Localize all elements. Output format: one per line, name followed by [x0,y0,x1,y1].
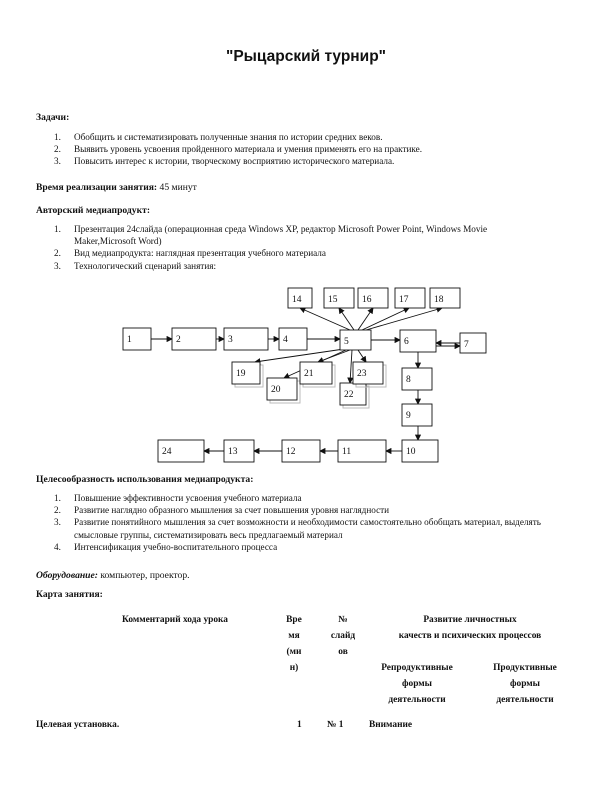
diagram-node-14 [288,288,312,308]
equipment-value: компьютер, проектор. [97,570,190,581]
diagram-node-label: 21 [304,369,314,379]
diagram-node-8 [402,368,432,390]
list-item: 1. Презентация 24слайда (операционная среда Windows XP, редактор Microsoft Power Point, Windows Movie [54,224,488,234]
diagram-node-18 [430,288,460,308]
tasks-heading: Задачи: [36,112,70,123]
col-development-header: Развитие личностных качеств и психических процессов [398,615,542,641]
row-time: 1 [297,720,302,730]
diagram-node-16 [358,288,388,308]
diagram-node-label: 13 [228,447,238,457]
diagram-node-label: 10 [406,447,416,457]
diagram-arrow [366,308,442,330]
diagram-node-17 [395,288,425,308]
diagram-arrow [350,350,352,383]
diagram-node-23 [353,362,386,387]
diagram-node-label: 11 [342,447,352,457]
diagram-node-label: 16 [362,295,372,305]
col-time-header: Вре мя (ми н) [286,615,302,673]
diagram-node-15 [324,288,354,308]
diagram-node-label: 5 [344,337,349,347]
diagram-node-2 [172,328,216,350]
list-item: 3. Повысить интерес к истории, творческому восприятию исторического материала. [54,156,395,167]
purpose-heading: Целесообразность использования медиапродукта: [36,474,254,485]
equipment-line [36,570,190,581]
diagram-node-20 [267,378,300,403]
diagram-node-label: 17 [399,295,409,305]
list-item: 2. Вид медиапродукта: наглядная презентация учебного материала [54,248,326,259]
diagram-node-label: 4 [283,335,288,345]
diagram-node-label: 22 [344,390,354,400]
diagram-node-label: 18 [434,295,444,305]
diagram-arrow [255,349,344,362]
diagram-node-11 [338,440,386,462]
diagram-node-9 [402,404,432,426]
diagram-node-label: 14 [292,295,302,305]
page-title: "Рыцарский турнир" [225,48,387,65]
diagram-node-label: 7 [464,340,469,350]
diagram-node-label: 24 [162,447,172,457]
list-item: 4. Интенсификация учебно-воспитательного процесса [54,541,278,552]
list-item: 3. Технологический сценарий занятия: [54,260,217,271]
diagram-arrow [358,308,373,330]
diagram-node-6 [400,330,436,352]
diagram-node-12 [282,440,320,462]
col-comment-header: Комментарий хода урока [122,615,228,625]
list-item: 1. Повышение эффективности усвоения учебного материала [54,493,302,503]
diagram-node-24 [158,440,204,462]
diagram-node-label: 2 [176,335,181,345]
diagram-node-label: 23 [357,369,367,379]
diagram-node-19 [232,362,263,387]
diagram-node-label: 8 [406,375,411,385]
list-item: 3. Развитие понятийного мышления за счет возможности и необходимости самостоятельно обобщать материал, выделять [54,517,541,528]
diagram-node-label: 15 [328,295,338,305]
lesson-map-heading: Карта занятия: [36,589,103,600]
diagram-node-1 [123,328,151,350]
diagram-node-7 [460,333,486,353]
diagram-arrow [362,308,409,330]
list-item: 2. Развитие наглядно образного мышления за счет повышения уровня наглядности [54,505,390,516]
diagram-node-3 [224,328,268,350]
diagram-node-10 [402,440,438,462]
list-item: 1. Обобщить и систематизировать полученные знания по истории средних веков. [54,132,383,142]
diagram-node-label: 12 [286,447,296,457]
diagram-arrow [339,308,354,330]
equipment-label: Оборудование: [36,570,98,581]
row-comment: Целевая установка. [36,720,120,730]
list-item: Maker,Microsoft Word) [74,236,162,247]
list-item: 2. Выявить уровень усвоения пройденного материала и умения применять его на практике. [54,144,423,155]
diagram-node-21 [300,362,335,387]
diagram-node-label: 1 [127,335,132,345]
diagram-node-label: 6 [404,337,409,347]
row-slide: № 1 [327,720,344,730]
col-productive-header: Продуктивные формы деятельности [493,663,557,705]
purpose-list [54,492,541,553]
time-label: Время реализации занятия: [36,182,158,193]
list-item: смысловые группы, систематизировать весь предлагаемый материал [74,529,343,540]
diagram-node-label: 19 [236,369,246,379]
diagram-node-5 [340,330,371,350]
diagram-arrow [300,308,350,330]
diagram-arrow [358,350,366,362]
diagram-node-label: 9 [406,411,411,421]
media-heading: Авторский медиапродукт: [36,205,151,216]
col-slide-header: № слайд ов [330,615,356,657]
col-reproductive-header: Репродуктивные формы деятельности [381,663,453,705]
diagram-node-4 [279,328,307,350]
diagram-node-label: 20 [271,385,281,395]
diagram-node-13 [224,440,254,462]
time-value: 45 минут [157,182,197,193]
row-development: Внимание [369,720,413,730]
diagram-node-label: 3 [228,335,233,345]
